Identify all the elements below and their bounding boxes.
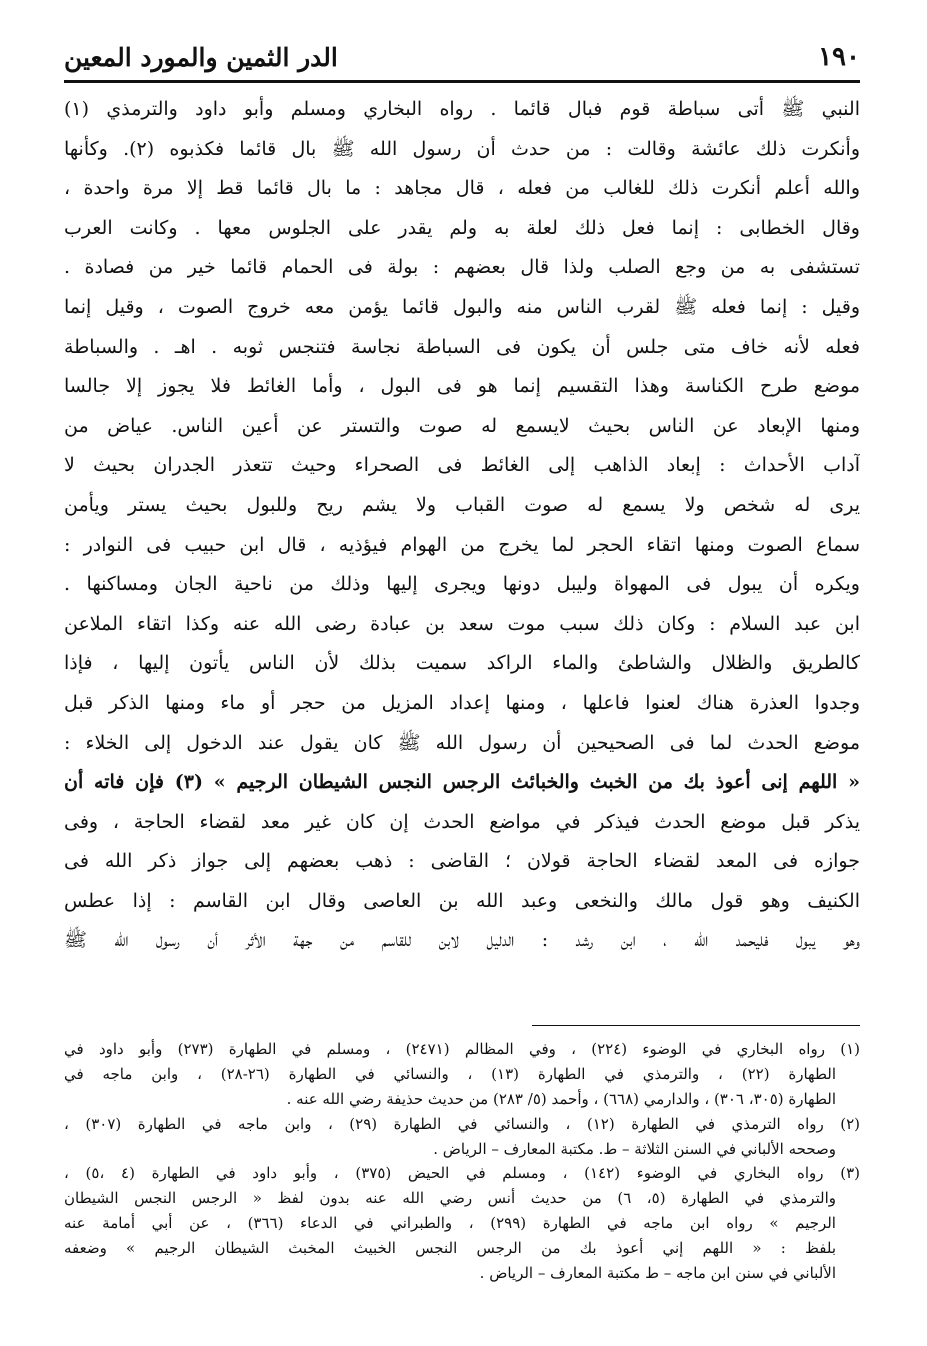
text-line: يذكر قبل موضع الحدث فيذكر في مواضع الحدث إن كان غير معد لقضاء الحاجة ، وفى	[64, 810, 860, 833]
text-line: موضع طرح الكناسة وهذا التقسيم إنما هو فى البول ، وأما الغائط فلا يجوز إلا جالسا	[64, 375, 860, 398]
text-line: وأنكرت ذلك عائشة وقالت : من حدث أن رسول الله ﷺ بال قائما فكذبوه (٢). وكأنها	[64, 137, 860, 160]
footnote-2-line: وصححه الألباني في السنن الثلاثة – ط. مكتبة المعارف – الرياض .	[433, 1139, 836, 1158]
text-line: الكنيف وهو قول مالك والنخعى وعبد الله بن العاصى وقال ابن القاسم : إذا عطس	[64, 889, 860, 912]
footnote-3-line: الرجيم » رواه ابن ماجه في الطهارة (٢٩٩) ، والطبراني في الدعاء (٣٦٦) ، عن أبي أمامة عنه	[64, 1214, 836, 1233]
footnote-1-line: الطهارة (٣٠٥، ٣٠٦) ، والدارمي (٦٦٨) ، وأحمد (٥/ ٢٨٣) من حديث حذيفة رضي الله عنه .	[286, 1089, 836, 1108]
footnote-3-line: الألباني في سنن ابن ماجه – ط مكتبة المعارف – الرياض .	[479, 1264, 836, 1283]
footnote-3-line: (٣) رواه البخاري في الوضوء (١٤٢) ، ومسلم في الحيض (٣٧٥) ، وأبو داود في الطهارة (٤ ،٥) ،	[64, 1164, 860, 1183]
footnote-1-line: الطهارة (٢٢) ، والترمذي في الطهارة (١٣) ، والنسائي في الطهارة (٢٦-٢٨) ، وابن ماجه في	[64, 1064, 836, 1083]
body-text	[64, 90, 860, 961]
text-line: سماع الصوت ومنها اتقاء الحجر لما يخرج من الهوام فيؤذيه ، قال ابن حبيب فى النوادر :	[64, 533, 860, 556]
text-line: والله أعلم أنكرت ذلك للغالب من فعله ، قال مجاهد : ما بال قائما قط إلا مرة واحدة ،	[64, 177, 860, 200]
text-line: وجدوا العذرة هناك لعنوا فاعلها ، ومنها إعداد المزيل من حجر أو ماء ومنها الذكر قبل	[64, 691, 860, 714]
footnote-3-line: والترمذي في الطهارة (٥، ٦) من حديث أنس رضي الله عنه بدون لفظ « الرجس النجس الشيطان	[64, 1189, 836, 1208]
footnote-1-line: (١) رواه البخاري في الوضوء (٢٢٤) ، وفي المظالم (٢٤٧١) ، ومسلم في الطهارة (٢٧٣) وأبو داود في	[64, 1040, 860, 1058]
hadith-quote-line: « اللهم إنى أعوذ بك من الخبث والخبائث الرجس النجس الشيطان الرجيم » (٣) فإن فاته أن	[64, 771, 860, 794]
footnote-3-line: بلفظ : « اللهم إني أعوذ بك من الرجس النجس الخبيث المخبث الشيطان الرجيم » وضعفه	[64, 1239, 836, 1258]
page-number: ١٩٠	[818, 42, 860, 72]
running-title: الدر الثمين والمورد المعين	[64, 42, 338, 72]
text-line: وهو يبول فليحمد الله ، ابن رشد : الدليل لابن للقاسم من جهة الأثر أن رسول الله ﷺ	[64, 929, 860, 952]
text-line: كالطريق والظلال والشاطئ والماء الراكد سميت بذلك لأن الناس يأتون إليها ، فإذا	[64, 652, 860, 675]
text-line: موضع الحدث لما فى الصحيحين أن رسول الله ﷺ كان يقول عند الدخول إلى الخلاء :	[64, 731, 860, 754]
text-line: ويكره أن يبول فى المهواة وليبل دونها ويجرى إليها وذلك من ناحية الجان ومساكنها .	[64, 573, 860, 596]
text-line: آداب الأحداث : إبعاد الذاهب إلى الغائط فى الصحراء وحيث تتعذر الجدران بحيث لا	[64, 454, 860, 477]
header-rule	[64, 80, 860, 83]
text-line: ومنها الإبعاد عن الناس بحيث لايسمع له صوت والتستر عن أعين الناس. عياض من	[64, 414, 860, 437]
text-line: فعله لأنه خاف متى جلس أن يكون فى السباطة نجاسة فتنجس ثوبه . اهـ . والسباطة	[64, 335, 860, 358]
text-line: وقيل : إنما فعله ﷺ لقرب الناس منه والبول قائما يؤمن معه خروج الصوت ، وقيل إنما	[64, 295, 860, 318]
text-line: ابن عبد السلام : وكان ذلك سبب موت سعد بن عبادة رضى الله عنه وكذا اتقاء الملاعن	[64, 612, 860, 635]
page-header	[64, 36, 860, 78]
footnote-separator	[532, 1025, 860, 1026]
footnotes	[64, 1037, 860, 1286]
text-line: وقال الخطابى : إنما فعل ذلك لعلة به ولم يقدر على الجلوس معها . وكانت العرب	[64, 216, 860, 239]
text-line: تستشفى به من وجع الصلب ولذا قال بعضهم : بولة فى الحمام قائما خير من فصادة .	[64, 256, 860, 279]
text-line: جوازه فى المعد لقضاء الحاجة قولان ؛ القاضى : ذهب بعضهم إلى جواز ذكر الله فى	[64, 850, 860, 873]
text-line: يرى له شخص ولا يسمع له صوت القباب ولا يشم ريح وللبول بحيث يستر ويأمن	[64, 493, 860, 516]
footnote-2-line: (٢) رواه الترمذي في الطهارة (١٢) ، والنسائي في الطهارة (٢٩) ، وابن ماجه في الطهارة (٣٠٧) ،	[64, 1114, 860, 1133]
text-line: النبي ﷺ أتى سباطة قوم فبال قائما . رواه البخاري ومسلم وأبو داود والترمذي (١)	[64, 98, 860, 120]
